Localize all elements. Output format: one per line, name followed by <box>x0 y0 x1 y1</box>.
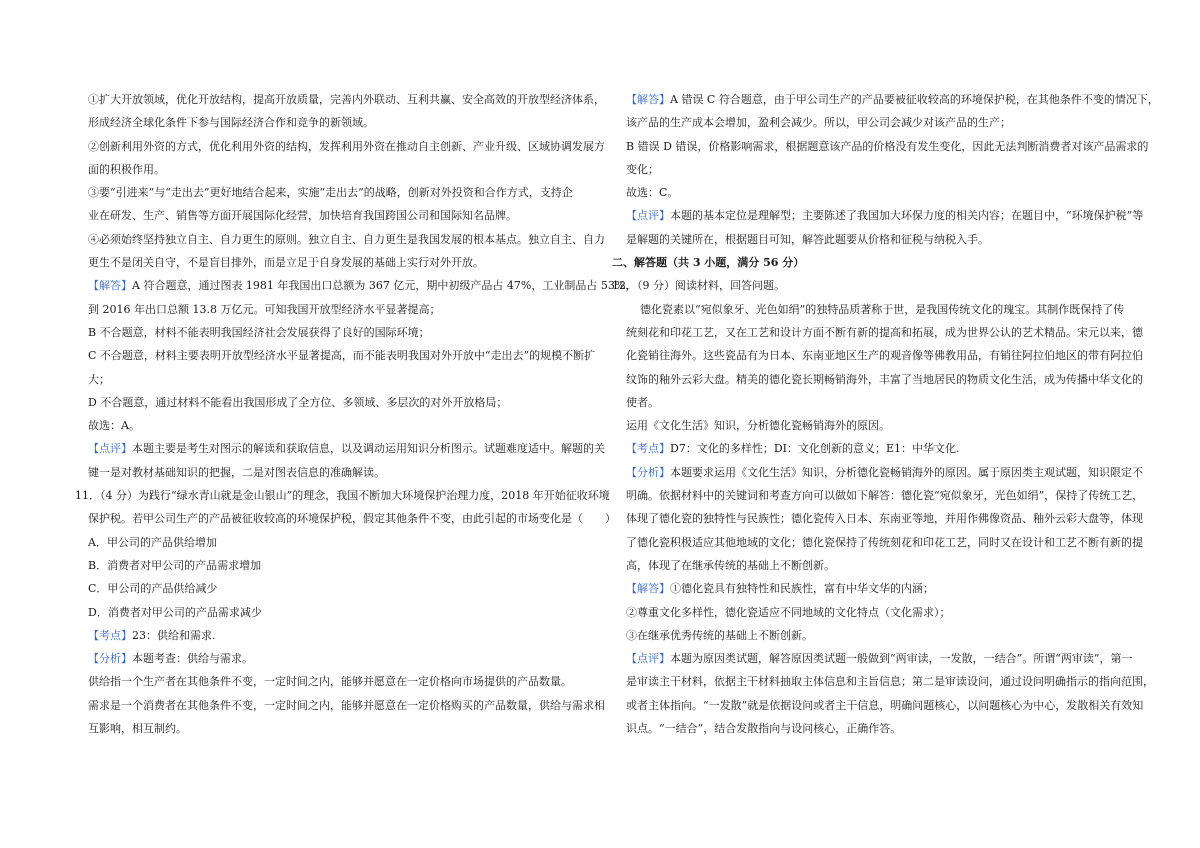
analysis-tag: 【分析】 <box>88 652 132 666</box>
comment-line <box>612 647 1133 670</box>
answer-line: 大； <box>88 372 110 386</box>
answer-line <box>612 577 1128 600</box>
comment-line: 或者主体指向。“一发散”就是依据设问或者主干信息，明确问题核心，以问题核心为中心，发散相关有效知 <box>626 698 1144 712</box>
kaodian-text: D7：文化的多样性；DI：文化创新的意义；E1：中华文化. <box>670 442 960 456</box>
answer-line <box>612 88 1159 111</box>
comment-text: 本题主要是考生对图示的解读和获取信息，以及调动运用知识分析图示。试题难度适中。解题的关 <box>132 442 605 456</box>
answer-line: 变化； <box>626 162 659 176</box>
answer-line: 到 2016 年出口总额 13.8 万亿元。可知我国开放型经济水平显著提高； <box>88 302 441 316</box>
comment-line: 键一是对教材基础知识的把握，二是对图表信息的准确解读。 <box>88 465 385 479</box>
comment-line <box>88 437 605 460</box>
answer-line: 该产品的生产成本会增加，盈利会减少。所以，甲公司会减少对该产品的生产； <box>626 116 1011 130</box>
analysis-line: 需求是一个消费者在其他条件不变，一定时间之内，能够并愿意在一定价格购买的产品数量，供给与需求相 <box>88 698 605 712</box>
text-line: 更生不是闭关自守，不是盲目排外，而是立足于自身发展的基础上实行对外开放。 <box>88 256 484 270</box>
comment-line: 是审读主干材料，依据主干材料抽取主体信息和主旨信息；第二是审读设问，通过设问明确指示的指向范围， <box>626 675 1154 689</box>
answer-line: B 不合题意，材料不能表明我国经济社会发展获得了良好的国际环境； <box>88 325 430 339</box>
text-line: 面的积极作用。 <box>88 162 165 176</box>
comment-line: 识点。“一结合”，结合发散指向与设问核心，正确作答。 <box>626 722 902 736</box>
analysis-line: 了德化瓷积极适应其他地域的文化；德化瓷保持了传统刻花和印花工艺，同时又在设计和工艺不断有新的提 <box>626 535 1143 549</box>
analysis-line: 高，体现了在继承传统的基础上不断创新。 <box>626 558 835 572</box>
analysis-text: 本题要求运用《文化生活》知识，分析德化瓷畅销海外的原因。属于原因类主观试题，知识限定不 <box>670 465 1143 479</box>
text-line: ①扩大开放领域，优化开放结构，提高开放质量，完善内外联动、互利共赢、安全高效的开放型经济体系， <box>88 93 605 106</box>
answer-tag: 【解答】 <box>626 582 670 596</box>
answer-line: B 错误 D 错误，价格影响需求，根据题意该产品的价格没有发生变化，因此无法判断消费者对该产品需求的 <box>626 139 1149 153</box>
kaodian-line <box>612 437 1128 460</box>
comment-text: 本题为原因类试题，解答原因类试题一般做到“两审读，一发散，一结合”。所谓“两审读”，第一 <box>670 652 1133 666</box>
material-line: 使者。 <box>626 395 659 409</box>
section-heading: 二、解答题（共 3 小题，满分 56 分） <box>612 256 805 270</box>
kaodian-text: 23：供给和需求. <box>132 628 216 642</box>
material-line: 化瓷销往海外。这些瓷品有为日本、东南亚地区生产的观音像等佛教用品，有销往阿拉伯地区的带有阿拉伯 <box>626 349 1143 363</box>
kaodian-tag: 【考点】 <box>626 442 670 456</box>
analysis-line <box>612 461 1143 484</box>
answer-text: ①德化瓷具有独特性和民族性，富有中华文华的内涵； <box>670 582 934 596</box>
material-line: 纹饰的釉外云彩大盘。精美的德化瓷长期畅销海外，丰富了当地居民的物质文化生活，成为传播中华文化的 <box>626 372 1143 386</box>
answer-text: A 错误 C 符合题意，由于甲公司生产的产品要被征收较高的环境保护税，在其他条件不变的情况下， <box>670 93 1159 106</box>
analysis-line <box>88 647 590 670</box>
answer-tag: 【解答】 <box>88 279 132 293</box>
answer-line: ③在继承优秀传统的基础上不断创新。 <box>626 628 813 642</box>
option-a: A．甲公司的产品供给增加 <box>88 535 217 549</box>
right-column <box>612 88 1159 740</box>
comment-line <box>612 204 1144 227</box>
answer-line <box>88 274 637 297</box>
question-12-stem: 12．（9 分）阅读材料，回答问题。 <box>612 279 785 293</box>
analysis-line: 供给指一个生产者在其他条件不变，一定时间之内，能够并愿意在一定价格向市场提供的产品数量。 <box>88 675 572 689</box>
answer-line: C 不合题意，材料主要表明开放型经济水平显著提高，而不能表明我国对外开放中“走出去”的规模不断扩 <box>88 349 596 363</box>
material-line: 统刻花和印花工艺，又在工艺和设计方面不断有新的提高和拓展，成为世界公认的艺术精品。宋元以来，德 <box>626 325 1143 339</box>
left-column <box>75 88 637 740</box>
analysis-line: 互影响，相互制约。 <box>88 722 187 736</box>
comment-tag: 【点评】 <box>626 209 670 223</box>
analysis-line: 体现了德化瓷的独特性与民族性；德化瓷传入日本、东南亚等地，并用作佛像资品、釉外云彩大盘等，体现 <box>626 512 1143 526</box>
question-11-stem: 保护税。若甲公司生产的产品被征收较高的环境保护税，假定其他条件不变，由此引起的市场变化是（ ） <box>88 512 616 526</box>
option-b: B．消费者对甲公司的产品需求增加 <box>88 558 262 572</box>
option-c: C．甲公司的产品供给减少 <box>88 582 218 596</box>
analysis-tag: 【分析】 <box>626 465 670 479</box>
answer-line: 故选：C。 <box>626 186 679 200</box>
question-11-stem: 11．（4 分）为践行“绿水青山就是金山银山”的理念，我国不断加大环境保护治理力度，2018 年开始征收环境 <box>75 489 610 503</box>
comment-tag: 【点评】 <box>626 652 670 666</box>
answer-text: A 符合题意，通过图表 1981 年我国出口总额为 367 亿元，期中初级产品占 47%，工业制品占 53%， <box>132 279 637 293</box>
comment-line: 是解题的关键所在，根据题目可知，解答此题要从价格和征税与纳税入手。 <box>626 232 989 246</box>
text-line: ③要“引进来”与“走出去”更好地结合起来，实施“走出去”的战略，创新对外投资和合作方式，支持企 <box>88 186 573 200</box>
answer-line: 故选：A。 <box>88 419 140 433</box>
text-line: ②创新利用外资的方式，优化利用外资的结构，发挥利用外资在推动自主创新、产业升级、区域协调发展方 <box>88 139 605 153</box>
answer-line: ②尊重文化多样性，德化瓷适应不同地域的文化特点（文化需求）； <box>626 605 951 619</box>
comment-tag: 【点评】 <box>88 442 132 456</box>
analysis-text: 本题考查：供给与需求。 <box>132 652 253 666</box>
question-12-task: 运用《文化生活》知识，分析德化瓷畅销海外的原因。 <box>626 419 890 433</box>
kaodian-tag: 【考点】 <box>88 628 132 642</box>
kaodian-line <box>88 624 590 647</box>
text-line: ④必须始终坚持独立自主、自力更生的原则。独立自主、自力更生是我国发展的根本基点。独立自主、自力 <box>88 232 605 246</box>
analysis-line: 明确。依据材料中的关键词和考查方向可以做如下解答：德化瓷“宛似象牙，光色如绢”，保持了传统工艺， <box>626 489 1144 503</box>
material-line: 德化瓷素以“宛似象牙、光色如绢”的独特品质著称于世，是我国传统文化的瑰宝。其制作既保持了传 <box>640 302 1125 316</box>
answer-tag: 【解答】 <box>626 93 670 106</box>
answer-line: D 不合题意，通过材料不能看出我国形成了全方位、多领域、多层次的对外开放格局； <box>88 395 508 409</box>
option-d: D．消费者对甲公司的产品需求减少 <box>88 605 262 619</box>
comment-text: 本题的基本定位是理解型；主要陈述了我国加大环保力度的相关内容；在题目中，“环境保护税”等 <box>670 209 1144 223</box>
text-line: 业在研发、生产、销售等方面开展国际化经营，加快培育我国跨国公司和国际知名品牌。 <box>88 209 517 223</box>
text-line: 形成经济全球化条件下参与国际经济合作和竞争的新领域。 <box>88 116 374 130</box>
